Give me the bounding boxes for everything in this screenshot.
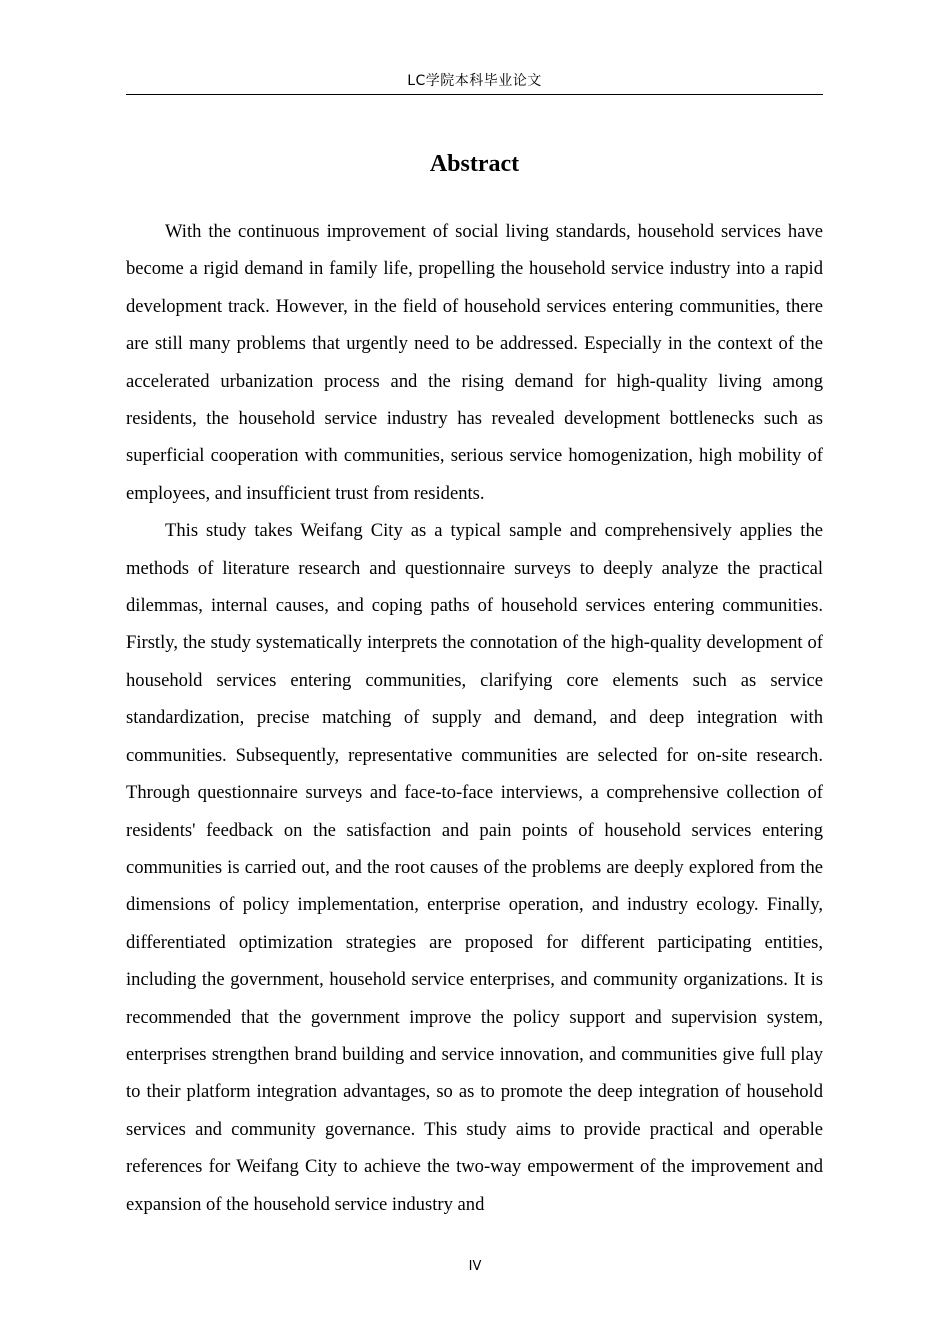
page-number: IV: [468, 1259, 482, 1274]
abstract-title: Abstract: [429, 151, 520, 177]
abstract-paragraph-1: With the continuous improvement of social living standards, household services have become a rigid demand in family life, propelling the household service industry into a rapid development track. However, in the field of household services entering communities, there are still many problems that urgently need to be addressed. Especially in the context of the accelerated urbanization process and the rising demand for high-quality living among residents, the household service industry has revealed development bottlenecks such as superficial cooperation with communities, serious service homogenization, high mobility of employees, and insufficient trust from residents.: [126, 221, 823, 504]
page-header: [126, 70, 823, 95]
abstract-body: [126, 213, 823, 1223]
header-title: LC学院本科毕业论文: [407, 73, 542, 89]
abstract-paragraph-2: This study takes Weifang City as a typical sample and comprehensively applies the methods of literature research and questionnaire surveys to deeply analyze the practical dilemmas, internal causes, and coping paths of household services entering communities. Firstly, the study systematically interprets the connotation of the high-quality development of household services entering communities, clarifying core elements such as service standardization, precise matching of supply and demand, and deep integration with communities. Subsequently, representative communities are selected for on-site research. Through questionnaire surveys and face-to-face interviews, a comprehensive collection of residents' feedback on the satisfaction and pain points of household services entering communities is carried out, and the root causes of the problems are deeply explored from the dimensions of policy implementation, enterprise operation, and industry ecology. Finally, differentiated optimization strategies are proposed for different participating entities, including the government, household service enterprises, and community organizations. It is recommended that the government improve the policy support and supervision system, enterprises strengthen brand building and service innovation, and communities give full play to their platform integration advantages, so as to promote the deep integration of household services and community governance. This study aims to provide practical and operable references for Weifang City to achieve the two-way empowerment of the improvement and expansion of the household service industry and: [126, 520, 823, 1215]
